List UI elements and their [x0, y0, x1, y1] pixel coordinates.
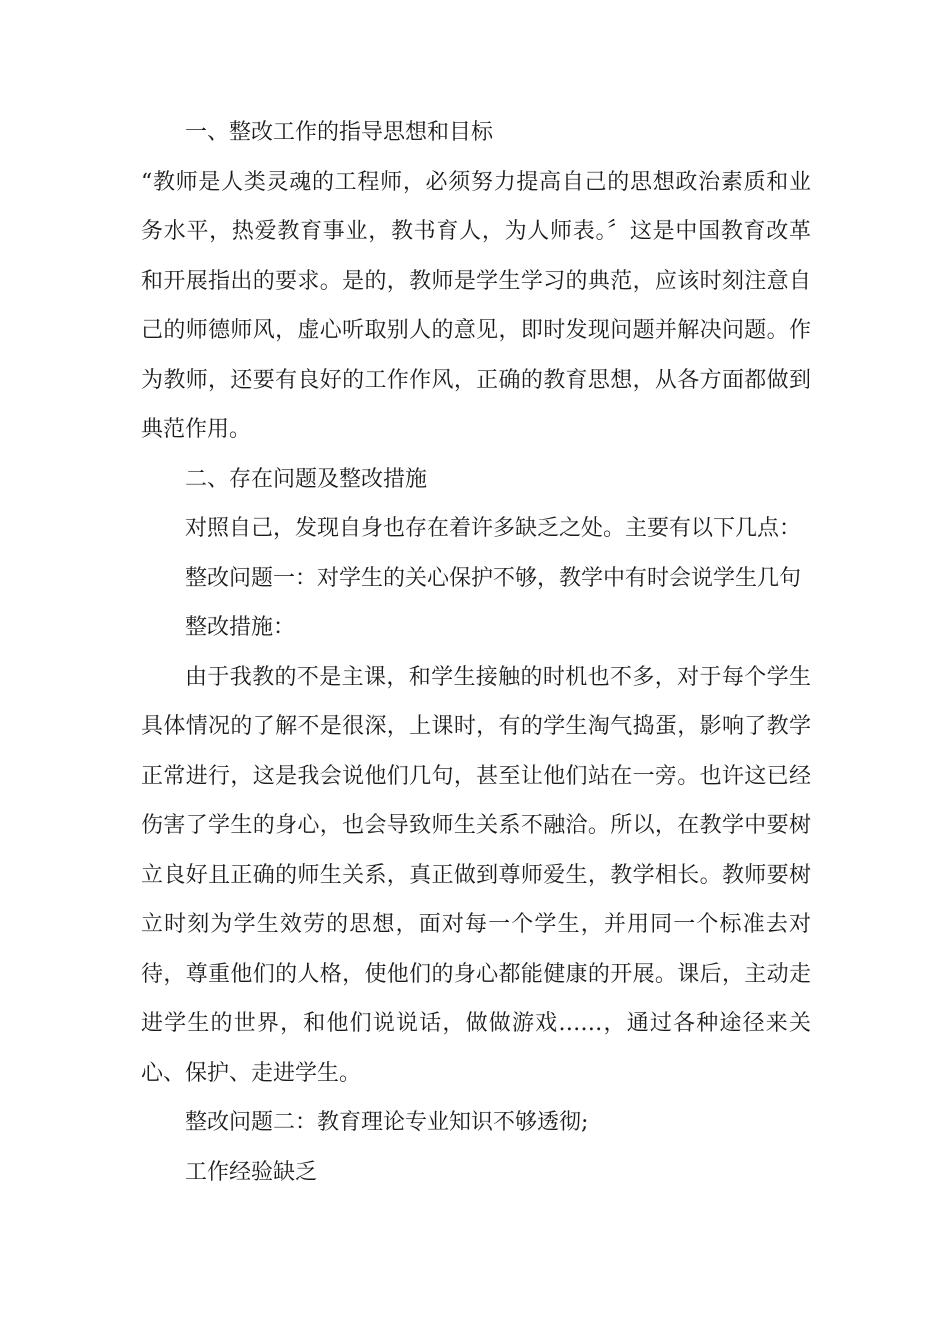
section-heading-2: 二、存在问题及整改措施: [185, 466, 428, 492]
paragraph-intro: 对照自己，发现自身也存在着许多缺乏之处。主要有以下几点：: [185, 516, 802, 541]
problem-2: 整改问题二：教育理论专业知识不够透彻;: [185, 1110, 589, 1135]
paragraph-measures: 由于我教的不是主课，和学生接触的时机也不多，对于每个学生具体情况的了解不是很深，上课时，有的学生淘气捣蛋，影响了教学正常进行，这是我会说他们几句，甚至让他们站在一旁。也许这已经伤害了学生的身心，也会导致师生关系不融洽。所以，在教学中要树立良好且正确的师生关系，真正做到尊师爱生，教学相长。教师要树立时刻为学生效劳的思想，面对每一个学生，并用同一个标准去对待，尊重他们的人格，使他们的身心都能健康的开展。课后，主动走进学生的世界，和他们说说话，做做游戏……，通过各种途径来关心、保护、走进学生。: [141, 664, 811, 1086]
section-heading-1: 一、整改工作的指导思想和目标: [185, 120, 494, 145]
measures-label: 整改措施：: [185, 615, 296, 640]
paragraph-experience: 工作经验缺乏: [185, 1159, 318, 1185]
document-body: [141, 108, 811, 1197]
problem-1: 整改问题一：对学生的关心保护不够，教学中有时会说学生几句: [185, 565, 802, 591]
paragraph-quote: “教师是人类灵魂的工程师，必须努力提高自己的思想政治素质和业务水平，热爱教育事业，教书育人，为人师表。〞这是中国教育改革和开展指出的要求。是的，教师是学生学习的典范，应该时刻注意自己的师德师风，虚心听取别人的意见，即时发现问题并解决问题。作为教师，还要有良好的工作作风，正确的教育思想，从各方面都做到典范作用。: [141, 169, 811, 442]
